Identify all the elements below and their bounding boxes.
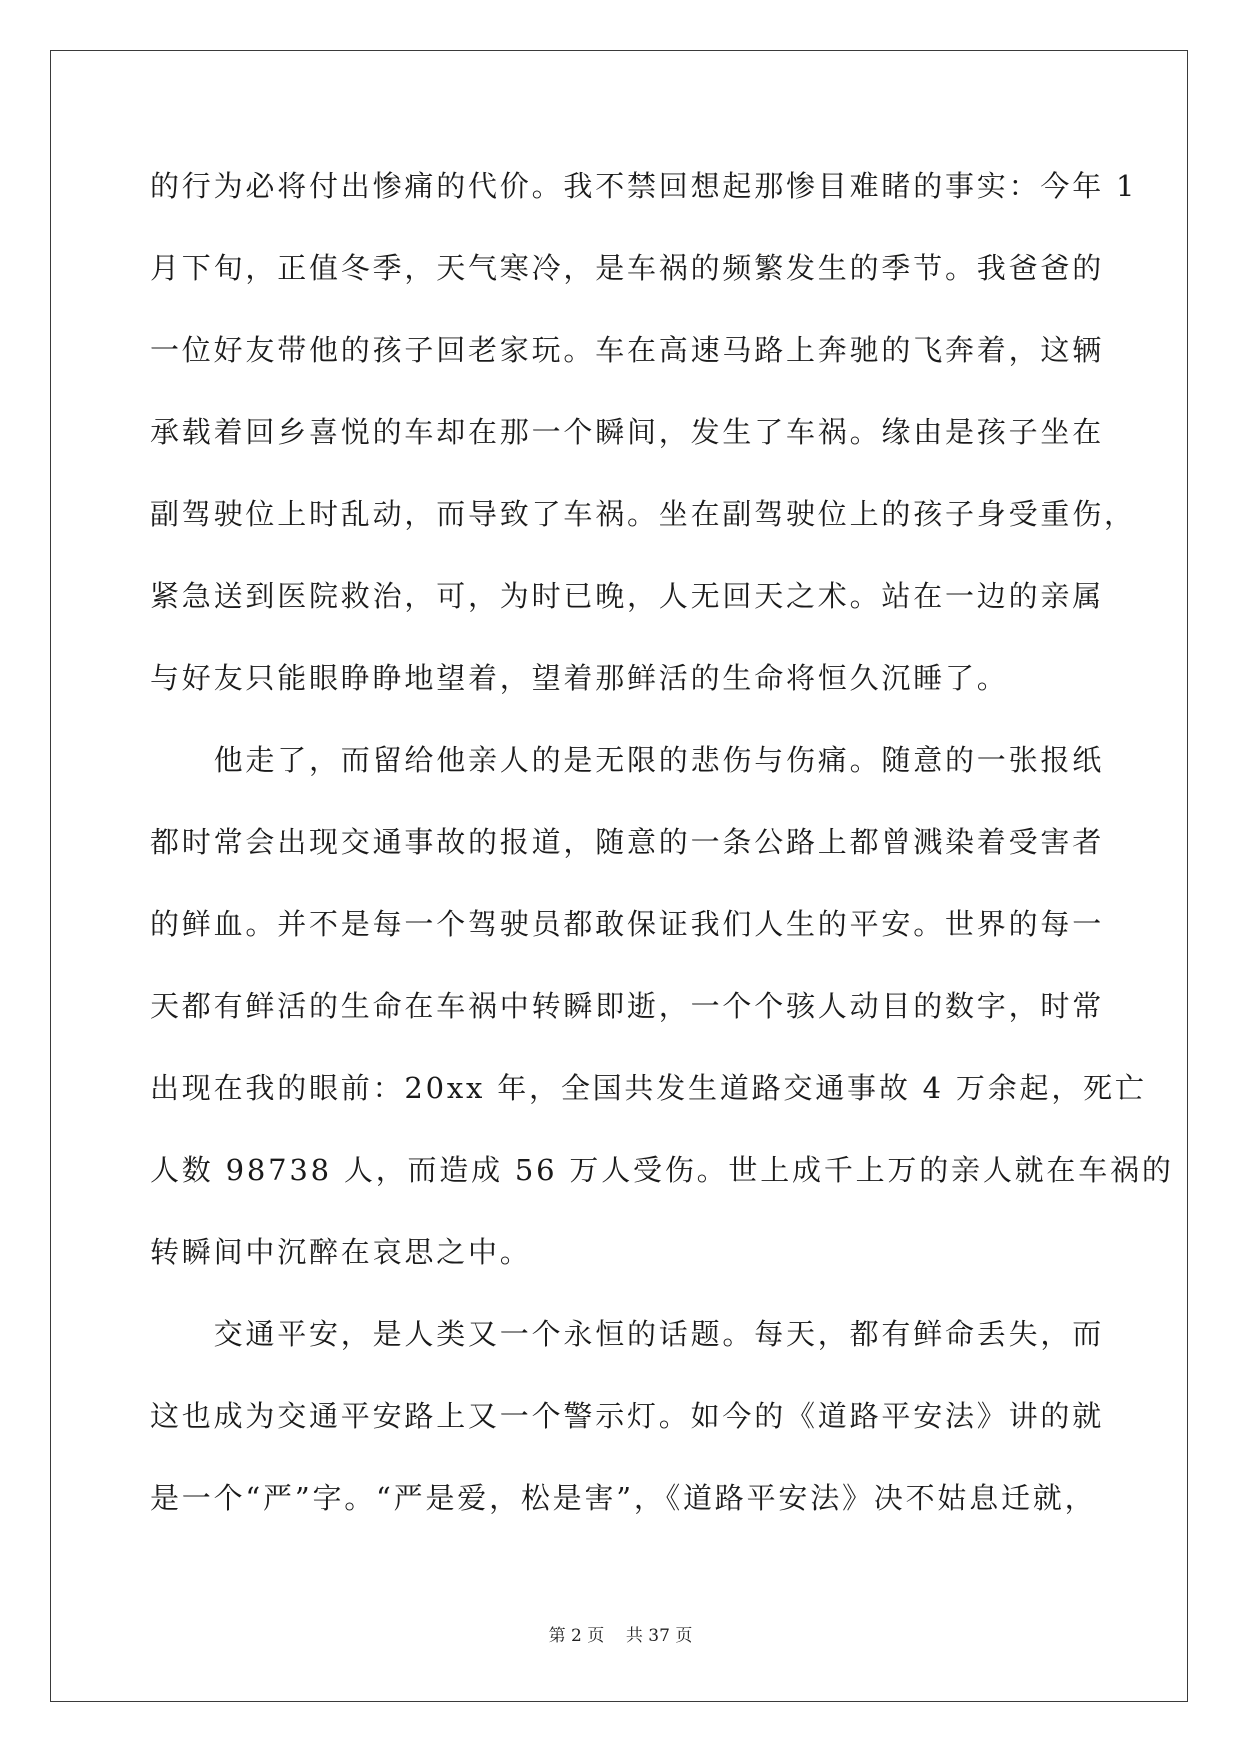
text-line: 月下旬，正值冬季，天气寒冷，是车祸的频繁发生的季节。我爸爸的 [150,251,1105,285]
text-line: 转瞬间中沉醉在哀思之中。 [150,1235,532,1269]
text-line: 承载着回乡喜悦的车却在那一个瞬间，发生了车祸。缘由是孩子坐在 [150,415,1105,449]
text-line: 紧急送到医院救治，可，为时已晚，人无回天之术。站在一边的亲属 [150,579,1105,613]
text-line: 一位好友带他的孩子回老家玩。车在高速马路上奔驰的飞奔着，这辆 [150,333,1105,367]
text-line: 的鲜血。并不是每一个驾驶员都敢保证我们人生的平安。世界的每一 [150,907,1105,941]
document-body [150,162,1174,1556]
text-line: 这也成为交通平安路上又一个警示灯。如今的《道路平安法》讲的就 [150,1399,1105,1433]
text-line: 天都有鲜活的生命在车祸中转瞬即逝，一个个骇人动目的数字，时常 [150,989,1105,1023]
text-line: 的行为必将付出惨痛的代价。我不禁回想起那惨目难睹的事实：今年 1 [150,169,1138,203]
page-footer [0,1621,1241,1646]
text-line: 与好友只能眼睁睁地望着，望着那鲜活的生命将恒久沉睡了。 [150,661,1009,695]
text-line: 是一个“严”字。“严是爱，松是害”，《道路平安法》决不姑息迁就， [150,1481,1097,1515]
text-line: 出现在我的眼前：20xx 年，全国共发生道路交通事故 4 万余起，死亡 [150,1071,1147,1105]
page-total: 共 37 页 [625,1626,693,1646]
page-number: 第 2 页 [548,1626,605,1646]
text-line: 人数 98738 人，而造成 56 万人受伤。世上成千上万的亲人就在车祸的 [150,1153,1174,1187]
paragraph-start-line: 交通平安，是人类又一个永恒的话题。每天，都有鲜命丢失，而 [150,1317,1105,1351]
text-line: 副驾驶位上时乱动，而导致了车祸。坐在副驾驶位上的孩子身受重伤， [150,497,1136,531]
paragraph-start-line: 他走了，而留给他亲人的是无限的悲伤与伤痛。随意的一张报纸 [150,743,1105,777]
text-line: 都时常会出现交通事故的报道，随意的一条公路上都曾溅染着受害者 [150,825,1105,859]
